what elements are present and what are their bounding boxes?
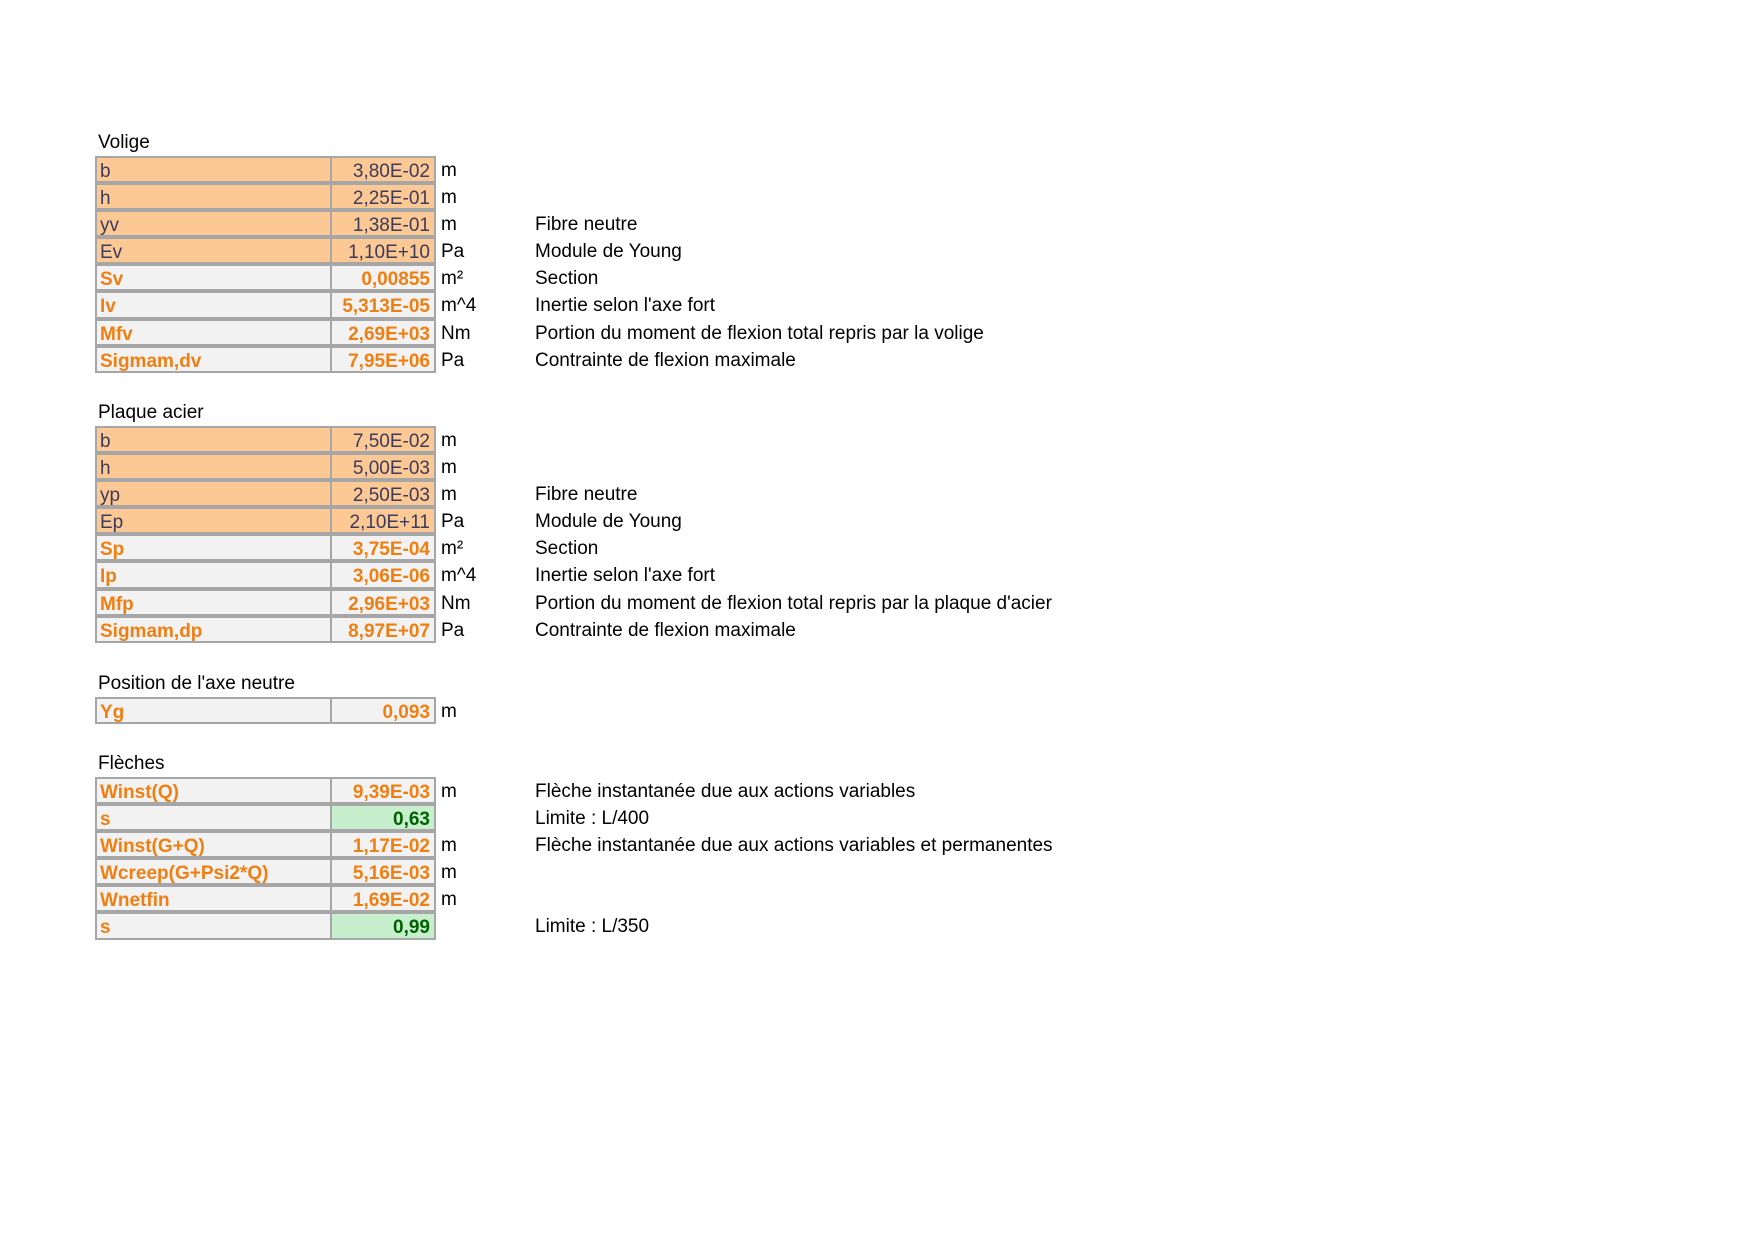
param-description: Limite : L/400 [535, 808, 650, 830]
param-value-cell[interactable]: 7,50E-02 [330, 426, 436, 453]
param-description: Contrainte de flexion maximale [535, 349, 796, 371]
param-value-cell[interactable]: 1,69E-02 [330, 885, 436, 912]
param-label-cell[interactable]: Iv [95, 291, 332, 318]
param-unit: m [441, 457, 457, 479]
param-value-cell[interactable]: 1,10E+10 [330, 237, 436, 264]
param-value-cell[interactable]: 7,95E+06 [330, 346, 436, 373]
param-unit: Nm [441, 592, 471, 614]
param-description: Module de Young [535, 511, 682, 533]
param-label-cell[interactable]: b [95, 156, 332, 183]
param-unit: Pa [441, 619, 465, 641]
param-description: Section [535, 538, 599, 560]
param-label-cell[interactable]: Ev [95, 237, 332, 264]
param-label-cell[interactable]: Winst(Q) [95, 777, 332, 804]
param-unit: m^4 [441, 295, 477, 317]
param-value-cell[interactable]: 0,00855 [330, 264, 436, 291]
param-unit: m^4 [441, 565, 477, 587]
param-unit: m [441, 781, 457, 802]
param-description: Fibre neutre [535, 484, 638, 506]
param-label-cell[interactable]: Winst(G+Q) [95, 831, 332, 858]
param-value-cell[interactable]: 2,69E+03 [330, 319, 436, 346]
param-description: Contrainte de flexion maximale [535, 619, 796, 641]
param-label-cell[interactable]: s [95, 804, 332, 831]
param-value-cell[interactable]: 5,16E-03 [330, 858, 436, 885]
param-value-cell[interactable]: 2,50E-03 [330, 480, 436, 507]
section-title: Plaque acier [98, 402, 204, 423]
param-unit: m [441, 430, 457, 451]
param-value-cell[interactable]: 1,38E-01 [330, 210, 436, 237]
param-value-cell[interactable]: 3,80E-02 [330, 156, 436, 183]
section-title: Position de l'axe neutre [98, 673, 295, 694]
param-value-cell[interactable]: 9,39E-03 [330, 777, 436, 804]
param-value-cell[interactable]: 3,75E-04 [330, 534, 436, 561]
param-value-cell[interactable]: 0,093 [330, 697, 436, 724]
param-description: Fibre neutre [535, 214, 638, 236]
param-unit: m [441, 835, 457, 857]
param-label-cell[interactable]: Sp [95, 534, 332, 561]
param-value-cell[interactable]: 2,96E+03 [330, 589, 436, 616]
param-label-cell[interactable]: h [95, 183, 332, 210]
param-label-cell[interactable]: Sigmam,dv [95, 346, 332, 373]
param-description: Portion du moment de flexion total repris par la plaque d'acier [535, 592, 1052, 614]
param-description: Inertie selon l'axe fort [535, 295, 715, 317]
param-label-cell[interactable]: b [95, 426, 332, 453]
param-value-cell[interactable]: 3,06E-06 [330, 561, 436, 588]
param-value-cell[interactable]: 1,17E-02 [330, 831, 436, 858]
param-value-cell[interactable]: 0,63 [330, 804, 436, 831]
param-description: Inertie selon l'axe fort [535, 565, 715, 587]
param-label-cell[interactable]: Wnetfin [95, 885, 332, 912]
param-description: Flèche instantanée due aux actions variables [535, 781, 916, 802]
param-label-cell[interactable]: Ep [95, 507, 332, 534]
param-description: Module de Young [535, 241, 682, 263]
param-label-cell[interactable]: Mfv [95, 319, 332, 346]
param-description: Portion du moment de flexion total repris par la volige [535, 322, 984, 344]
param-label-cell[interactable]: yp [95, 480, 332, 507]
param-description: Limite : L/350 [535, 916, 650, 938]
param-label-cell[interactable]: Ip [95, 561, 332, 588]
param-unit: m [441, 187, 457, 209]
param-unit: m [441, 214, 457, 236]
param-unit: m² [441, 268, 464, 290]
param-label-cell[interactable]: Sv [95, 264, 332, 291]
param-unit: m [441, 701, 457, 722]
param-unit: m [441, 160, 457, 181]
param-value-cell[interactable]: 5,313E-05 [330, 291, 436, 318]
param-unit: Pa [441, 241, 465, 263]
param-value-cell[interactable]: 8,97E+07 [330, 616, 436, 643]
param-label-cell[interactable]: yv [95, 210, 332, 237]
param-unit: Pa [441, 511, 465, 533]
param-unit: m² [441, 538, 464, 560]
param-unit: m [441, 889, 457, 911]
param-value-cell[interactable]: 2,10E+11 [330, 507, 436, 534]
param-unit: Nm [441, 322, 471, 344]
param-label-cell[interactable]: Mfp [95, 589, 332, 616]
section-title: Flèches [98, 753, 165, 774]
param-value-cell[interactable]: 2,25E-01 [330, 183, 436, 210]
param-label-cell[interactable]: Wcreep(G+Psi2*Q) [95, 858, 332, 885]
param-value-cell[interactable]: 0,99 [330, 912, 436, 939]
param-unit: m [441, 862, 457, 884]
param-description: Flèche instantanée due aux actions variables et permanentes [535, 835, 1053, 857]
param-label-cell[interactable]: Yg [95, 697, 332, 724]
param-label-cell[interactable]: h [95, 453, 332, 480]
param-unit: Pa [441, 349, 465, 371]
section-title: Volige [98, 132, 150, 153]
param-label-cell[interactable]: s [95, 912, 332, 939]
param-value-cell[interactable]: 5,00E-03 [330, 453, 436, 480]
param-description: Section [535, 268, 599, 290]
param-label-cell[interactable]: Sigmam,dp [95, 616, 332, 643]
param-unit: m [441, 484, 457, 506]
